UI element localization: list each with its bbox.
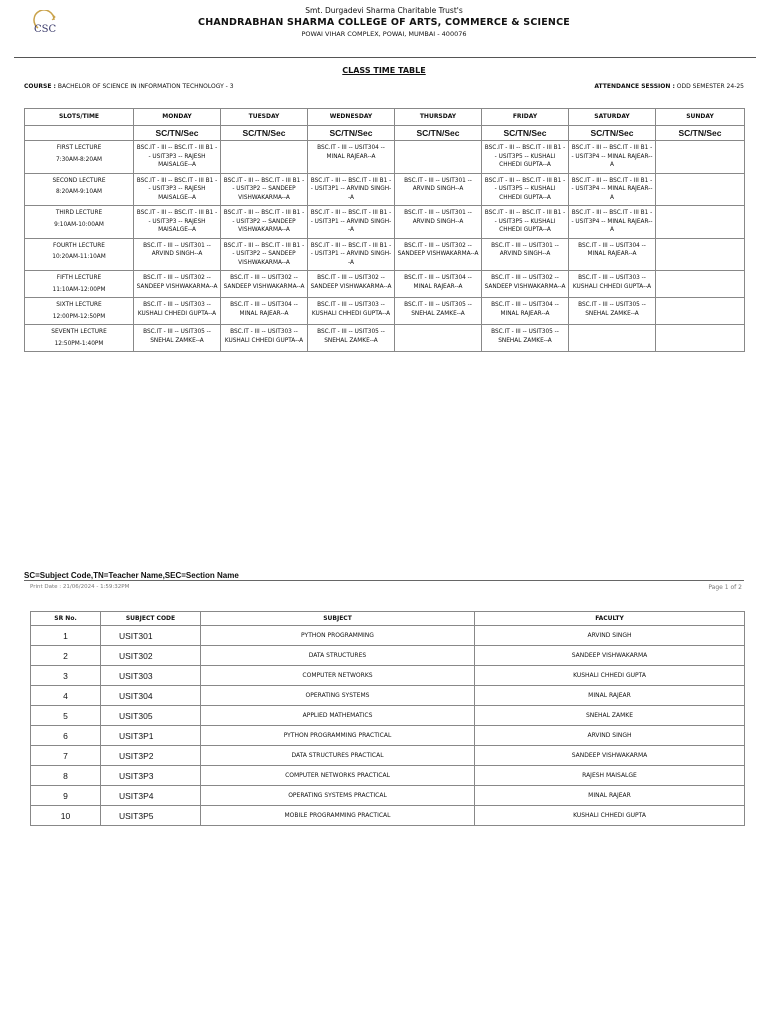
slot-name: THIRD LECTURE: [55, 210, 103, 216]
subheader-cell: SC/TN/Sec: [134, 126, 221, 141]
lecture-cell: [656, 173, 745, 206]
table-row: [31, 646, 745, 666]
lecture-cell: BSC.IT - III -- BSC.IT - III B1 -- USIT3P5 -- KUSHALI CHHEDI GUPTA--A: [482, 173, 569, 206]
slot-header: SLOTS/TIME: [25, 109, 134, 126]
legend-divider: [24, 580, 744, 581]
timetable-row: [25, 325, 745, 352]
course-info: [24, 83, 234, 90]
sr-number: 2: [31, 646, 101, 666]
lecture-cell: [656, 298, 745, 325]
subject-code: USIT304: [101, 686, 201, 706]
lecture-cell: [221, 141, 308, 174]
lecture-cell: BSC.IT - III -- BSC.IT - III B1 -- USIT3P3 -- RAJESH MAISALGE--A: [134, 206, 221, 239]
lecture-cell: [656, 141, 745, 174]
lecture-cell: BSC.IT - III -- BSC.IT - III B1 -- USIT3P1 -- ARVIND SINGH--A: [308, 238, 395, 271]
lecture-cell: BSC.IT - III -- USIT303 -- KUSHALI CHHEDI GUPTA--A: [134, 298, 221, 325]
sr-number: 4: [31, 686, 101, 706]
timetable-row: [25, 173, 745, 206]
subject-name: OPERATING SYSTEMS PRACTICAL: [201, 786, 475, 806]
lecture-cell: BSC.IT - III -- USIT304 -- MINAL RAJEAR--A: [482, 298, 569, 325]
slot-name: FOURTH LECTURE: [53, 242, 105, 249]
slot-time: 12:50PM-1:40PM: [54, 340, 104, 347]
slot-name: FIRST LECTURE: [56, 145, 102, 151]
lecture-cell: BSC.IT - III -- USIT303 -- KUSHALI CHHEDI GUPTA--A: [221, 325, 308, 352]
lecture-cell: BSC.IT - III -- USIT304 -- MINAL RAJEAR--A: [569, 238, 656, 271]
attendance-label: ATTENDANCE SESSION :: [594, 83, 675, 90]
sr-number: 10: [31, 806, 101, 826]
timetable-header-row: [25, 109, 745, 126]
lecture-cell: BSC.IT - III -- USIT305 -- SNEHAL ZAMKE--A: [395, 298, 482, 325]
lecture-cell: [656, 206, 745, 239]
college-address: POWAI VIHAR COMPLEX, POWAI, MUMBAI - 400076: [301, 30, 467, 38]
lecture-cell: [656, 238, 745, 271]
subject-name: DATA STRUCTURES PRACTICAL: [201, 746, 475, 766]
slot-time: 8:20AM-9:10AM: [55, 189, 103, 195]
sr-number: 8: [31, 766, 101, 786]
lecture-cell: BSC.IT - III -- BSC.IT - III B1 -- USIT3P4 -- MINAL RAJEAR--A: [569, 141, 656, 174]
subject-code: USIT303: [101, 666, 201, 686]
faculty-name: MINAL RAJEAR: [475, 686, 745, 706]
attendance-info: [594, 83, 744, 90]
timetable: [24, 108, 745, 352]
subheader-row: [25, 126, 745, 141]
trust-name: Smt. Durgadevi Sharma Charitable Trust's: [305, 6, 463, 15]
lecture-cell: [569, 325, 656, 352]
slot-name: SIXTH LECTURE: [56, 302, 102, 308]
subject-name: PYTHON PROGRAMMING: [201, 626, 475, 646]
day-header: MONDAY: [134, 109, 221, 126]
slot-cell: [25, 238, 134, 271]
subheader-cell: SC/TN/Sec: [308, 126, 395, 141]
lecture-cell: BSC.IT - III -- BSC.IT - III B1 -- USIT3P3 -- RAJESH MAISALGE--A: [134, 141, 221, 174]
column-header: SUBJECT: [201, 612, 475, 626]
subject-code: USIT3P5: [101, 806, 201, 826]
table-row: [31, 786, 745, 806]
lecture-cell: BSC.IT - III -- USIT304 -- MINAL RAJEAR--A: [395, 271, 482, 298]
course-label: COURSE :: [24, 83, 56, 90]
slot-cell: [25, 141, 134, 174]
lecture-cell: BSC.IT - III -- USIT301 -- ARVIND SINGH--A: [134, 238, 221, 271]
subheader-empty: [25, 126, 134, 141]
lecture-cell: BSC.IT - III -- USIT302 -- SANDEEP VISHWAKARMA--A: [134, 271, 221, 298]
subheader-cell: SC/TN/Sec: [482, 126, 569, 141]
lecture-cell: [656, 271, 745, 298]
svg-text:CSC: CSC: [34, 24, 57, 35]
lecture-cell: BSC.IT - III -- USIT304 -- MINAL RAJEAR--A: [221, 298, 308, 325]
lecture-cell: BSC.IT - III -- BSC.IT - III B1 -- USIT3P4 -- MINAL RAJEAR--A: [569, 173, 656, 206]
sr-number: 5: [31, 706, 101, 726]
day-header: THURSDAY: [395, 109, 482, 126]
faculty-name: SANDEEP VISHWAKARMA: [475, 746, 745, 766]
column-header: SR No.: [31, 612, 101, 626]
subject-name: MOBILE PROGRAMMING PRACTICAL: [201, 806, 475, 826]
table-row: [31, 626, 745, 646]
sr-number: 7: [31, 746, 101, 766]
slot-cell: [25, 173, 134, 206]
subject-code: USIT3P3: [101, 766, 201, 786]
slot-time: 11:10AM-12:00PM: [52, 286, 106, 293]
subject-code: USIT3P1: [101, 726, 201, 746]
sr-number: 9: [31, 786, 101, 806]
subheader-cell: SC/TN/Sec: [221, 126, 308, 141]
lecture-cell: BSC.IT - III -- USIT301 -- ARVIND SINGH--A: [482, 238, 569, 271]
slot-cell: [25, 298, 134, 325]
subject-name: COMPUTER NETWORKS: [201, 666, 475, 686]
timetable-row: [25, 206, 745, 239]
subject-name: COMPUTER NETWORKS PRACTICAL: [201, 766, 475, 786]
lecture-cell: BSC.IT - III -- USIT305 -- SNEHAL ZAMKE--A: [308, 325, 395, 352]
timetable-row: [25, 298, 745, 325]
lecture-cell: BSC.IT - III -- USIT301 -- ARVIND SINGH--A: [395, 173, 482, 206]
lecture-cell: BSC.IT - III -- BSC.IT - III B1 -- USIT3P3 -- RAJESH MAISALGE--A: [134, 173, 221, 206]
sr-number: 3: [31, 666, 101, 686]
faculty-name: ARVIND SINGH: [475, 726, 745, 746]
subheader-cell: SC/TN/Sec: [656, 126, 745, 141]
day-header: SATURDAY: [569, 109, 656, 126]
lecture-cell: BSC.IT - III -- BSC.IT - III B1 -- USIT3P4 -- MINAL RAJEAR--A: [569, 206, 656, 239]
faculty-name: KUSHALI CHHEDI GUPTA: [475, 666, 745, 686]
subject-code: USIT305: [101, 706, 201, 726]
lecture-cell: BSC.IT - III -- USIT305 -- SNEHAL ZAMKE--A: [569, 298, 656, 325]
slot-cell: [25, 325, 134, 352]
slot-time: 12:00PM-12:50PM: [52, 313, 106, 320]
subject-name: PYTHON PROGRAMMING PRACTICAL: [201, 726, 475, 746]
slot-name: SEVENTH LECTURE: [51, 329, 107, 335]
subject-header-row: [31, 612, 745, 626]
lecture-cell: BSC.IT - III -- USIT305 -- SNEHAL ZAMKE--A: [134, 325, 221, 352]
lecture-cell: BSC.IT - III -- BSC.IT - III B1 -- USIT3P1 -- ARVIND SINGH--A: [308, 206, 395, 239]
subject-code: USIT302: [101, 646, 201, 666]
subheader-cell: SC/TN/Sec: [569, 126, 656, 141]
timetable-row: [25, 238, 745, 271]
lecture-cell: BSC.IT - III -- USIT301 -- ARVIND SINGH--A: [395, 206, 482, 239]
page-title: CLASS TIME TABLE: [342, 66, 426, 75]
legend: SC=Subject Code,TN=Teacher Name,SEC=Section Name: [24, 571, 239, 580]
lecture-cell: BSC.IT - III -- BSC.IT - III B1 -- USIT3P5 -- KUSHALI CHHEDI GUPTA--A: [482, 141, 569, 174]
sr-number: 6: [31, 726, 101, 746]
sr-number: 1: [31, 626, 101, 646]
subject-code: USIT3P4: [101, 786, 201, 806]
slot-name: SECOND LECTURE: [52, 177, 106, 184]
college-name: CHANDRABHAN SHARMA COLLEGE OF ARTS, COMMERCE & SCIENCE: [198, 17, 570, 28]
lecture-cell: [395, 141, 482, 174]
faculty-name: KUSHALI CHHEDI GUPTA: [475, 806, 745, 826]
slot-cell: [25, 271, 134, 298]
lecture-cell: BSC.IT - III -- USIT302 -- SANDEEP VISHWAKARMA--A: [482, 271, 569, 298]
lecture-cell: BSC.IT - III -- BSC.IT - III B1 -- USIT3P1 -- ARVIND SINGH--A: [308, 173, 395, 206]
slot-cell: [25, 206, 134, 239]
faculty-name: SANDEEP VISHWAKARMA: [475, 646, 745, 666]
subject-name: APPLIED MATHEMATICS: [201, 706, 475, 726]
subheader-cell: SC/TN/Sec: [395, 126, 482, 141]
timetable-row: [25, 141, 745, 174]
faculty-name: MINAL RAJEAR: [475, 786, 745, 806]
day-header: SUNDAY: [656, 109, 745, 126]
lecture-cell: BSC.IT - III -- USIT302 -- SANDEEP VISHWAKARMA--A: [221, 271, 308, 298]
header-divider: [14, 57, 756, 58]
subject-code: USIT301: [101, 626, 201, 646]
lecture-cell: BSC.IT - III -- BSC.IT - III B1 -- USIT3P2 -- SANDEEP VISHWAKARMA--A: [221, 173, 308, 206]
subject-name: DATA STRUCTURES: [201, 646, 475, 666]
lecture-cell: BSC.IT - III -- USIT305 -- SNEHAL ZAMKE--A: [482, 325, 569, 352]
slot-name: FIFTH LECTURE: [56, 275, 102, 281]
lecture-cell: [395, 325, 482, 352]
lecture-cell: BSC.IT - III -- USIT303 -- KUSHALI CHHEDI GUPTA--A: [308, 298, 395, 325]
day-header: TUESDAY: [221, 109, 308, 126]
faculty-name: SNEHAL ZAMKE: [475, 706, 745, 726]
slot-time: 7:30AM-8:20AM: [55, 156, 103, 163]
lecture-cell: BSC.IT - III -- BSC.IT - III B1 -- USIT3P2 -- SANDEEP VISHWAKARMA--A: [221, 238, 308, 271]
table-row: [31, 806, 745, 826]
lecture-cell: BSC.IT - III -- USIT302 -- SANDEEP VISHWAKARMA--A: [395, 238, 482, 271]
faculty-name: RAJESH MAISALGE: [475, 766, 745, 786]
subject-name: OPERATING SYSTEMS: [201, 686, 475, 706]
lecture-cell: [656, 325, 745, 352]
table-row: [31, 666, 745, 686]
lecture-cell: BSC.IT - III -- USIT303 -- KUSHALI CHHEDI GUPTA--A: [569, 271, 656, 298]
print-date: Print Date : 21/06/2024 - 1:59:32PM: [30, 584, 130, 590]
lecture-cell: BSC.IT - III -- USIT304 -- MINAL RAJEAR--A: [308, 141, 395, 174]
slot-time: 9:10AM-10:00AM: [54, 221, 104, 228]
attendance-value: ODD SEMESTER 24-25: [676, 83, 744, 90]
column-header: FACULTY: [475, 612, 745, 626]
faculty-name: ARVIND SINGH: [475, 626, 745, 646]
table-row: [31, 766, 745, 786]
day-header: WEDNESDAY: [308, 109, 395, 126]
lecture-cell: BSC.IT - III -- USIT302 -- SANDEEP VISHWAKARMA--A: [308, 271, 395, 298]
lecture-cell: BSC.IT - III -- BSC.IT - III B1 -- USIT3P5 -- KUSHALI CHHEDI GUPTA--A: [482, 206, 569, 239]
subject-code: USIT3P2: [101, 746, 201, 766]
table-row: [31, 686, 745, 706]
subject-table: [30, 611, 745, 826]
table-row: [31, 746, 745, 766]
timetable-row: [25, 271, 745, 298]
column-header: SUBJECT CODE: [101, 612, 201, 626]
page-number: Page 1 of 2: [708, 584, 742, 591]
table-row: [31, 706, 745, 726]
table-row: [31, 726, 745, 746]
lecture-cell: BSC.IT - III -- BSC.IT - III B1 -- USIT3P2 -- SANDEEP VISHWAKARMA--A: [221, 206, 308, 239]
course-value: BACHELOR OF SCIENCE IN INFORMATION TECHNOLOGY - 3: [57, 83, 234, 90]
day-header: FRIDAY: [482, 109, 569, 126]
slot-time: 10:20AM-11:10AM: [52, 254, 106, 260]
